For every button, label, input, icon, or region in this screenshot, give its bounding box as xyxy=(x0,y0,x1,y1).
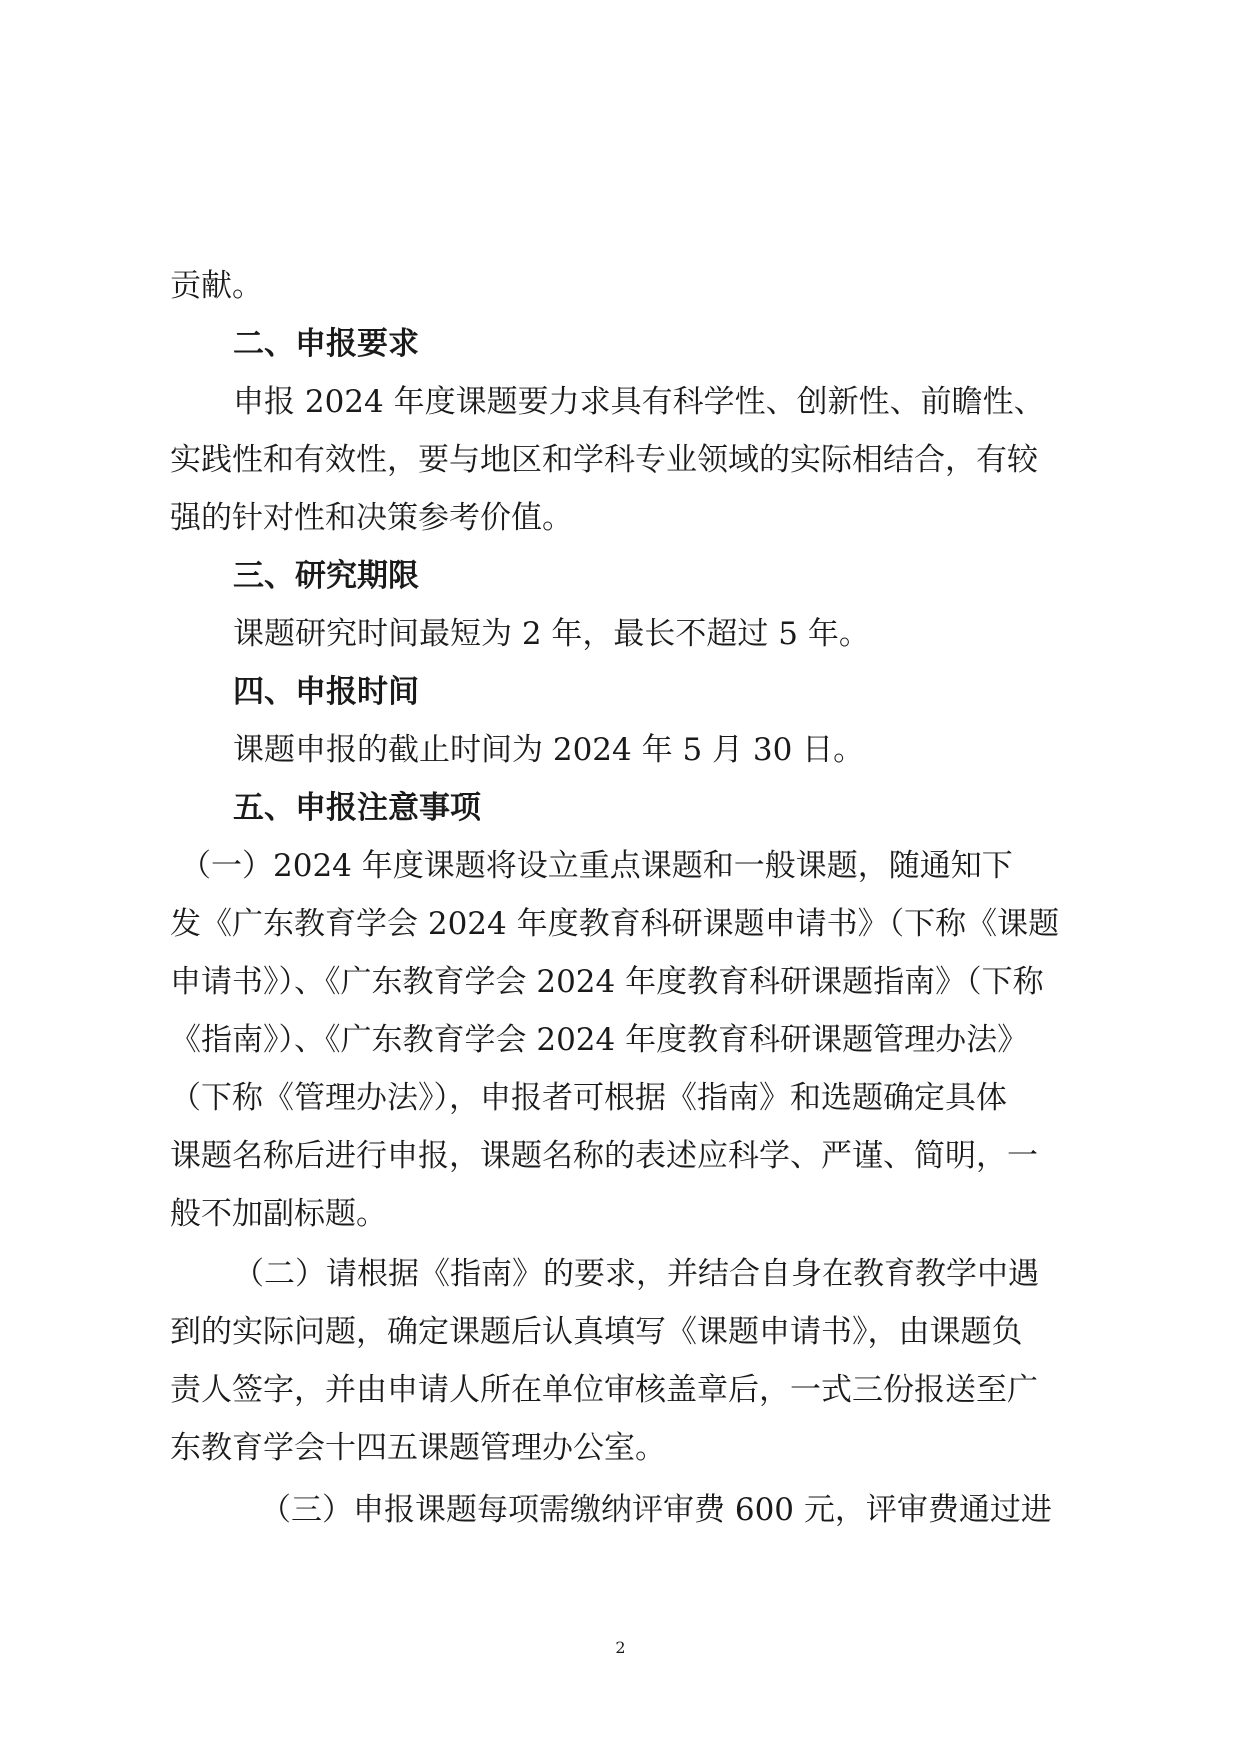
body-text-line: 实践性和有效性，要与地区和学科专业领域的实际相结合，有较 xyxy=(170,442,1038,478)
section-heading-notes: 五、申报注意事项 xyxy=(233,790,481,826)
body-text-line: 课题研究时间最短为 2 年，最长不超过 5 年。 xyxy=(233,616,870,652)
body-text-line: 般不加副标题。 xyxy=(170,1196,387,1232)
body-text-line: 申请书》）、《广东教育学会 2024 年度教育科研课题指南》（下称 xyxy=(170,964,1044,1000)
section-heading-requirements: 二、申报要求 xyxy=(233,326,419,362)
body-text-line: （下称《管理办法》），申报者可根据《指南》和选题确定具体 xyxy=(170,1080,1007,1116)
section-heading-research-period: 三、研究期限 xyxy=(233,558,419,594)
body-text-line: 到的实际问题，确定课题后认真填写《课题申请书》，由课题负 xyxy=(170,1314,1023,1350)
section-heading-application-time: 四、申报时间 xyxy=(233,674,419,710)
page-number: 2 xyxy=(615,1638,626,1657)
body-text-line: 责人签字，并由申请人所在单位审核盖章后，一式三份报送至广 xyxy=(170,1372,1038,1408)
body-text-line: 强的针对性和决策参考价值。 xyxy=(170,500,573,536)
body-text-line: 课题名称后进行申报，课题名称的表述应科学、严谨、简明，一 xyxy=(170,1138,1038,1174)
body-text-line: 申报 2024 年度课题要力求具有科学性、创新性、前瞻性、 xyxy=(233,384,1045,420)
body-text-line: 发《广东教育学会 2024 年度教育科研课题申请书》（下称《课题 xyxy=(170,906,1060,942)
body-text-line: （三）申报课题每项需缴纳评审费 600 元，评审费通过进 xyxy=(260,1492,1052,1528)
body-text-line: 东教育学会十四五课题管理办公室。 xyxy=(170,1430,666,1466)
body-text-line: （一）2024 年度课题将设立重点课题和一般课题，随通知下 xyxy=(180,848,1013,884)
body-text-line: （二）请根据《指南》的要求，并结合自身在教育教学中遇 xyxy=(233,1256,1039,1292)
body-text-line: 课题申报的截止时间为 2024 年 5 月 30 日。 xyxy=(233,732,865,768)
body-text-line: 《指南》）、《广东教育学会 2024 年度教育科研课题管理办法》 xyxy=(170,1022,1029,1058)
body-text-line: 贡献。 xyxy=(170,268,263,304)
